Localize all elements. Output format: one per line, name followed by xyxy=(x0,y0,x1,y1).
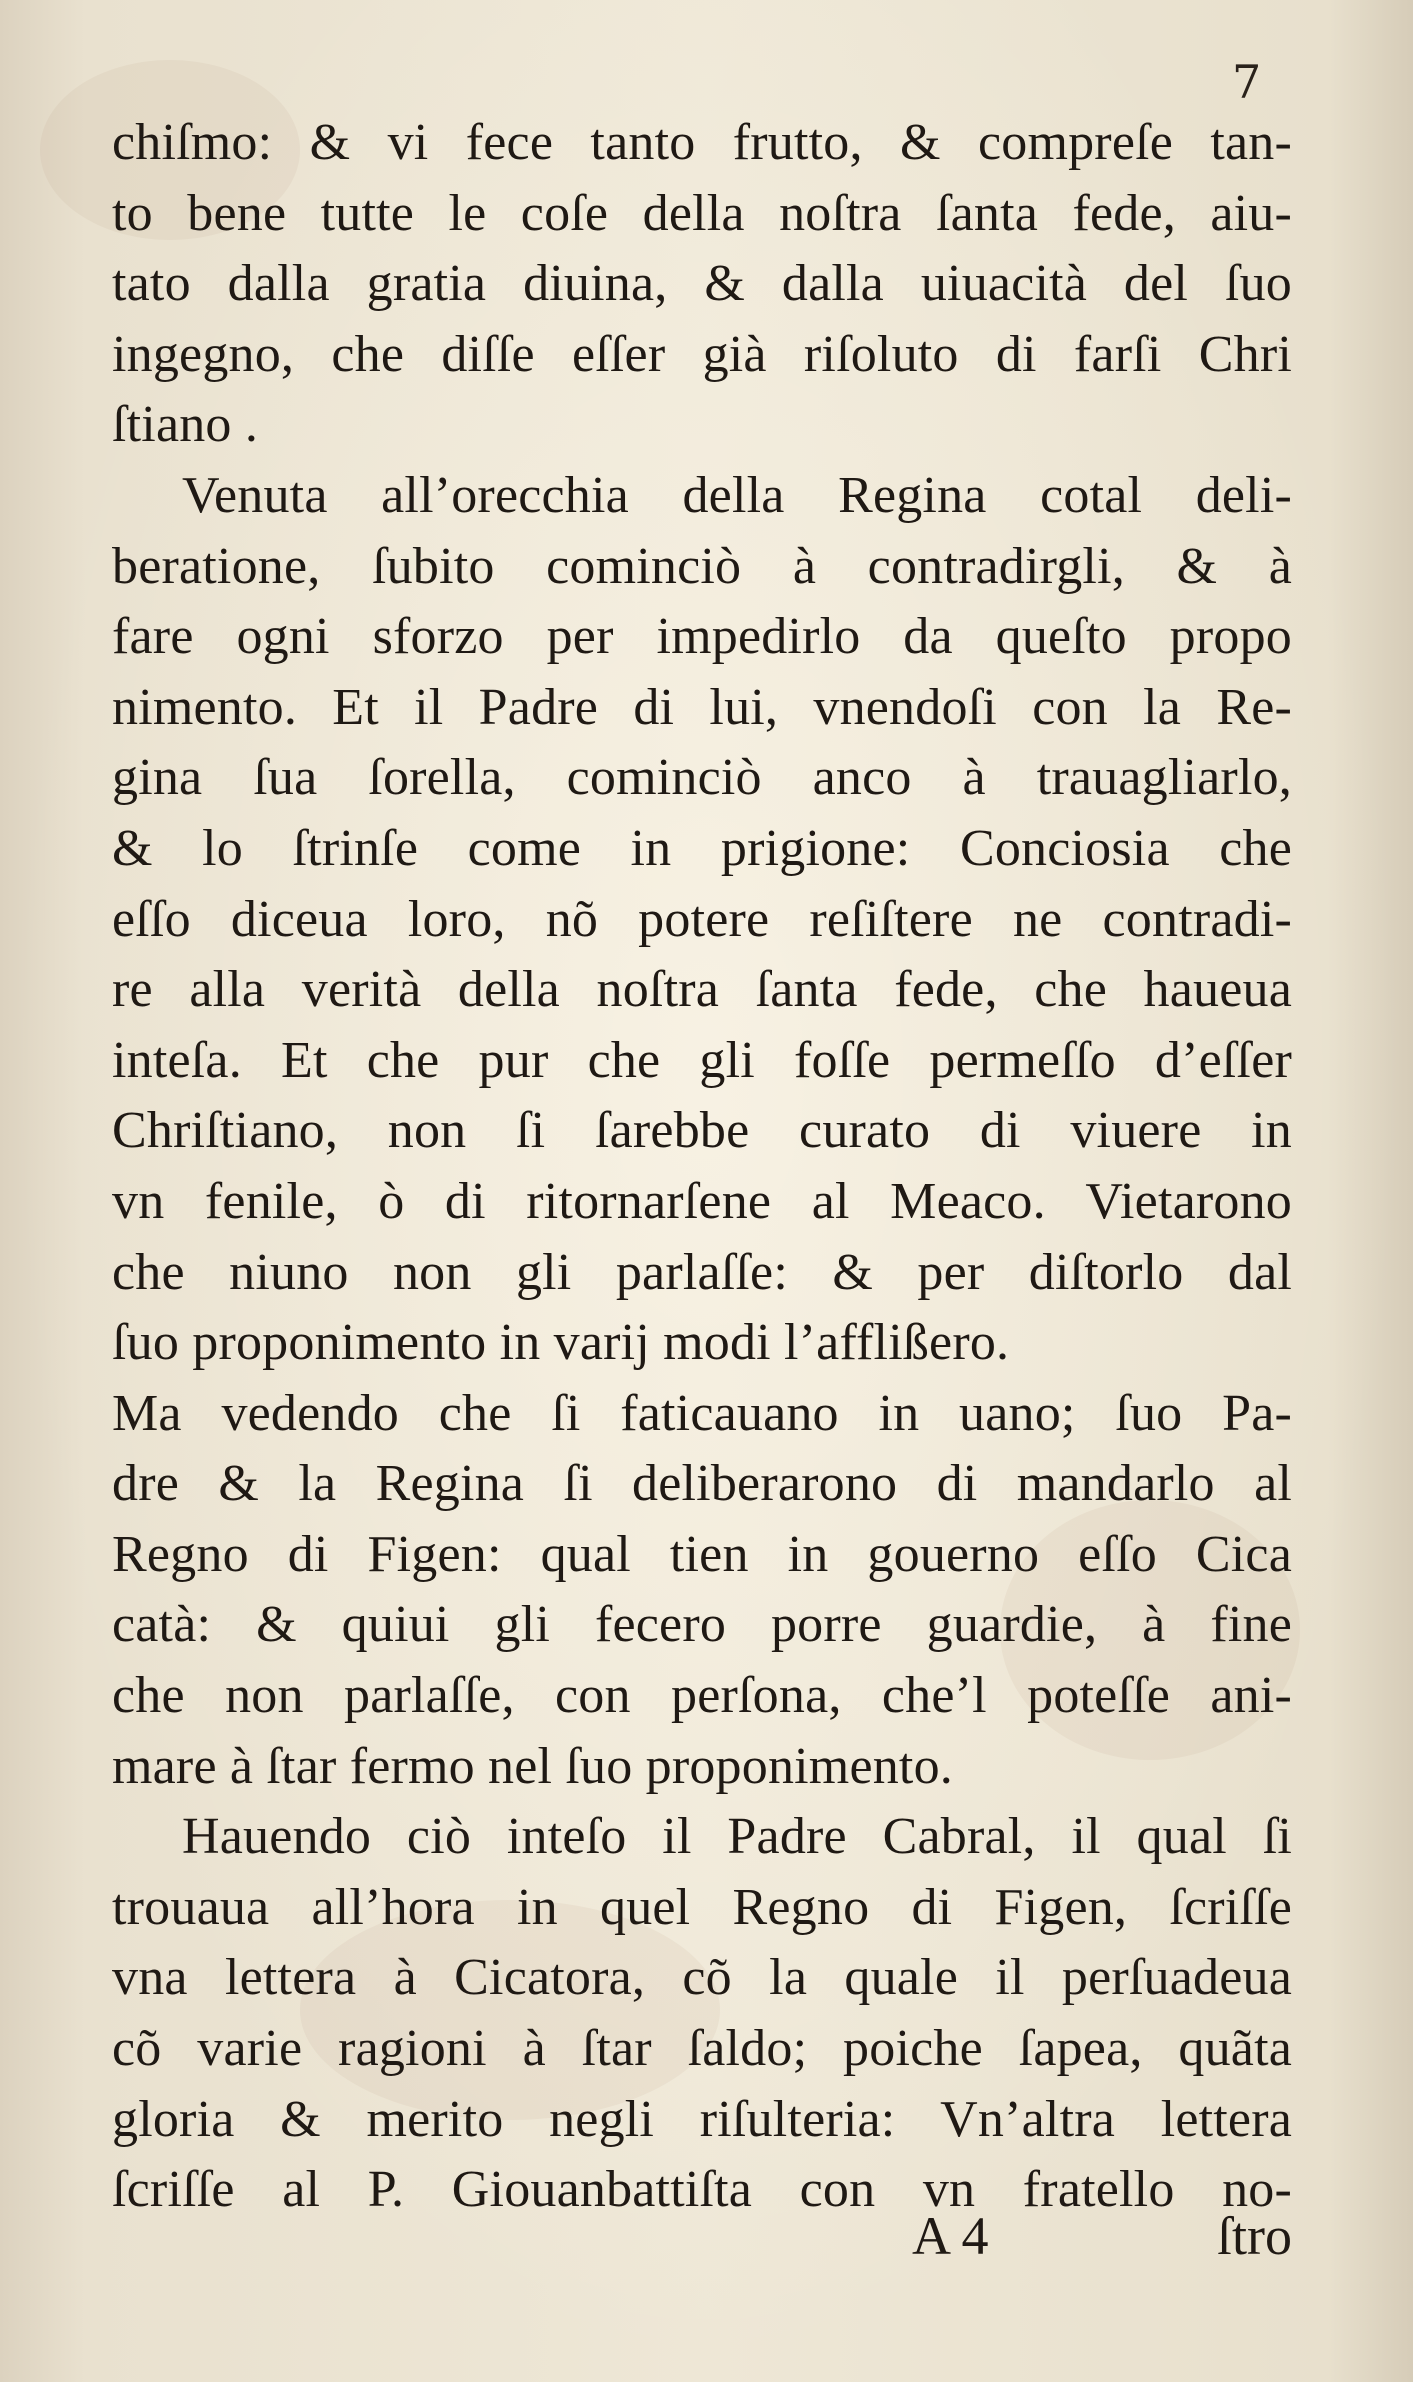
text-line: vn fenile, ò di ritornarſene al Meaco. Vietarono xyxy=(112,1172,1292,1230)
text-line: ſcriſſe al P. Giouanbattiſta con vn fratello no- xyxy=(112,2161,1292,2219)
text-line: dre & la Regina ſi deliberarono di mandarlo al xyxy=(112,1455,1292,1513)
text-line: eſſo diceua loro, nõ potere reſiſtere ne contradi- xyxy=(112,890,1292,948)
text-line: che niuno non gli parlaſſe: & per diſtorlo dal xyxy=(112,1243,1292,1301)
body-text xyxy=(112,108,1292,2226)
text-line: beratione, ſubito cominciò à contradirgli, & à xyxy=(112,537,1292,595)
text-line: ſuo proponimento in varij modi l’afflißero. xyxy=(112,1314,1010,1372)
text-line: chiſmo: & vi fece tanto frutto, & compreſe tan- xyxy=(112,114,1292,171)
text-line: cõ varie ragioni à ſtar ſaldo; poiche ſapea, quãta xyxy=(112,2020,1292,2078)
text-line: gina ſua ſorella, cominciò anco à trauagliarlo, xyxy=(112,749,1292,807)
page-number: 7 xyxy=(1232,55,1262,109)
text-line: Hauendo ciò inteſo il Padre Cabral, il qual ſi xyxy=(182,1808,1292,1866)
signature-mark: A 4 xyxy=(912,2206,989,2266)
text-line: tato dalla gratia diuina, & dalla uiuacità del ſuo xyxy=(112,255,1292,313)
text-line: inteſa. Et che pur che gli foſſe permeſſo d’eſſer xyxy=(112,1031,1292,1089)
text-line: mare à ſtar fermo nel ſuo proponimento. xyxy=(112,1737,953,1795)
text-line: Venuta all’orecchia della Regina cotal deli- xyxy=(182,466,1292,524)
text-line: to bene tutte le coſe della noſtra ſanta fede, aiu- xyxy=(112,184,1292,242)
text-line: gloria & merito negli riſulteria: Vn’altra lettera xyxy=(112,2090,1292,2148)
page-footer xyxy=(112,2205,1292,2285)
text-line: re alla verità della noſtra ſanta fede, che haueua xyxy=(112,961,1292,1019)
text-line: che non parlaſſe, con perſona, che’l poteſſe ani- xyxy=(112,1667,1292,1725)
text-line: Ma vedendo che ſi faticauano in uano; ſuo Pa- xyxy=(112,1384,1292,1442)
text-line: vna lettera à Cicatora, cõ la quale il perſuadeua xyxy=(112,1949,1292,2007)
text-line: trouaua all’hora in quel Regno di Figen, ſcriſſe xyxy=(112,1878,1292,1936)
text-line: catà: & quiui gli fecero porre guardie, à fine xyxy=(112,1596,1292,1654)
text-line: ingegno, che diſſe eſſer già riſoluto di farſi Chri xyxy=(112,325,1292,383)
text-line: fare ogni sforzo per impedirlo da queſto propo xyxy=(112,608,1292,666)
text-line: Chriſtiano, non ſi ſarebbe curato di viuere in xyxy=(112,1102,1292,1160)
text-line: nimento. Et il Padre di lui, vnendoſi con la Re- xyxy=(112,678,1292,736)
text-line: ſtiano . xyxy=(112,396,259,454)
text-line: Regno di Figen: qual tien in gouerno eſſo Cica xyxy=(112,1525,1292,1583)
text-line: & lo ſtrinſe come in prigione: Conciosia che xyxy=(112,819,1292,877)
catchword: ſtro xyxy=(1217,2206,1292,2266)
